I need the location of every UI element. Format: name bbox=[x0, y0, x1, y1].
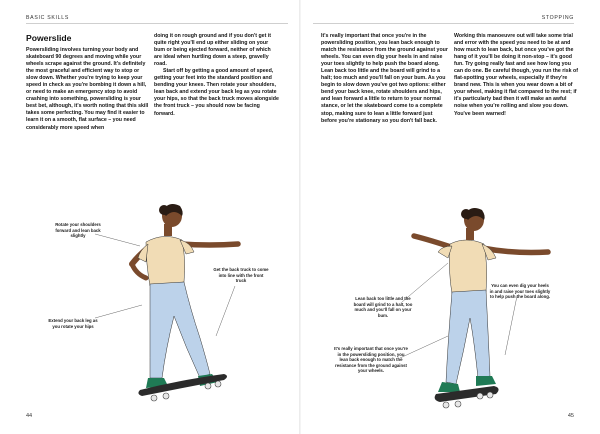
powerslide-figure-left bbox=[120, 198, 260, 418]
caption-important: It's really important that once you're in the powersliding position, you lean back enough to match the resistance from the ground against your wheels. bbox=[334, 346, 408, 373]
page-number-right: 45 bbox=[567, 413, 574, 419]
running-header-right: STOPPING bbox=[541, 15, 574, 21]
caption-back-truck: Get the back truck to come into line with the front truck bbox=[213, 267, 269, 283]
page-number-left: 44 bbox=[26, 413, 33, 419]
left-col2-paragraph-1: doing it on rough ground and if you don't get it quite right you'll end up either sliding on your bum or being ejected forward, neither of which are ideal when hurtling down a steep, gravelly road. bbox=[154, 33, 272, 68]
left-col1-paragraph: Powersliding involves turning your body and skateboard 90 degrees and moving while your wheels scrape against the ground. It's definitely the most graceful and efficient way to stop or slow down. Whether you're trying to keep your speed in check as you're bombing it down a hill, or need to make an emergency stop to avoid crashing into something, powersliding is your best bet, although, it's worth noting that this skill takes some perfecting. You may find it easier to learn it on a smooth, flat surface – you need considerably more speed when bbox=[26, 47, 149, 131]
right-col1-paragraph: It's really important that once you're in the powersliding position, you lean back enough to match the resistance from the ground against your wheels. You can even dig your heels in and raise your toes slightly to help push the board along. Lean back too little and the board will grind to a halt; too much and you'll fall on your bum. As you begin to slow down you've got two options: either bend your back knee, rotate shoulders and hips, and lean forward a little to return to your normal stance, or let the skateboard come to a complete stop, making sure to lean a little forward just before you're stationary so you don't fall back. bbox=[321, 33, 448, 124]
right-col2-paragraph: Working this manoeuvre out will take some trial and error with the speed you need to be at and how much to lean back, but once you've got the hang of it you'll be doing it non-stop – it's good fun. Try going really fast and see how long you can do one. Be careful though, you run the risk of flat-spotting your wheels, especially if they're brand new. This is when you wear down a bit of your wheel, making it flat compared to the rest; if it's particularly bad then it will make an awful noise when you're rolling and slow you down. You've been warned! bbox=[454, 33, 578, 117]
running-header-left: BASIC SKILLS bbox=[26, 15, 70, 21]
caption-dig-heels: You can even dig your heels in and raise your toes slightly to help push the board along. bbox=[489, 283, 551, 299]
caption-extend-leg: Extend your back leg as you rotate your hips bbox=[48, 318, 98, 329]
powerslide-figure-right bbox=[410, 200, 560, 418]
left-col2-paragraph-2: Start off by getting a good amount of speed, getting your feet into the standard position and bending your knees. Then rotate your shoulders, lean back and extend your back leg as you rotate your hips, so that the back truck moves alongside the front truck – you should now be facing forward. bbox=[154, 68, 279, 117]
caption-rotate-shoulders: Rotate your shoulders forward and lean back slightly bbox=[55, 222, 101, 238]
caption-lean-back: Lean back too little and the board will grind to a halt, too much and you'll fall on your bum. bbox=[353, 296, 413, 318]
section-title: Powerslide bbox=[26, 33, 72, 43]
